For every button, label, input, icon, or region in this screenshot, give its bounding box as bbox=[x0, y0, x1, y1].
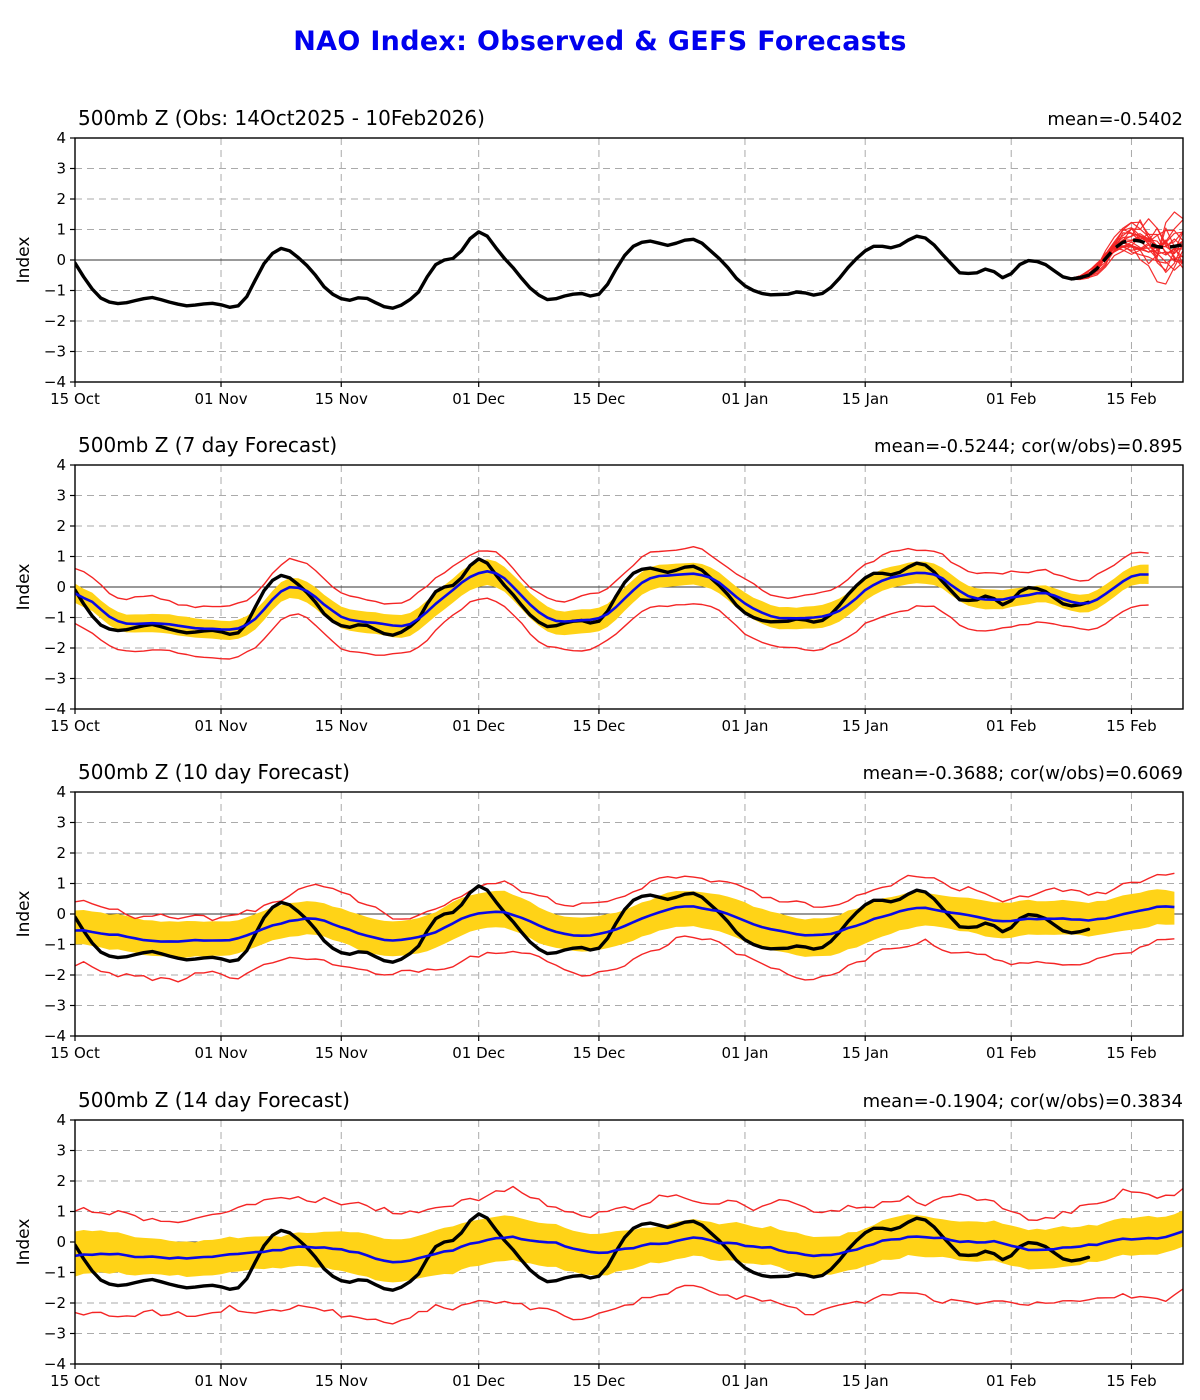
svg-text:15 Oct: 15 Oct bbox=[50, 390, 100, 408]
svg-text:−1: −1 bbox=[43, 608, 66, 627]
svg-text:15 Dec: 15 Dec bbox=[572, 1044, 626, 1062]
panel-14day-ylabel: Index bbox=[14, 1218, 34, 1266]
svg-text:−2: −2 bbox=[43, 1294, 66, 1312]
svg-text:01 Feb: 01 Feb bbox=[986, 717, 1037, 735]
svg-text:15 Oct: 15 Oct bbox=[50, 1372, 100, 1390]
svg-text:2: 2 bbox=[56, 1172, 66, 1190]
svg-text:3: 3 bbox=[56, 1141, 66, 1160]
series-panel-2 bbox=[66, 873, 1174, 982]
svg-text:4: 4 bbox=[56, 456, 66, 474]
svg-text:01 Dec: 01 Dec bbox=[452, 1044, 506, 1062]
panel-7day-mean: mean=-0.5244; cor(w/obs)=0.895 bbox=[874, 436, 1183, 457]
svg-text:15 Jan: 15 Jan bbox=[841, 1372, 889, 1390]
panel-7day-ylabel: Index bbox=[14, 563, 34, 611]
svg-text:15 Jan: 15 Jan bbox=[841, 717, 889, 735]
svg-text:−4: −4 bbox=[43, 1027, 66, 1045]
svg-text:01 Feb: 01 Feb bbox=[986, 390, 1037, 408]
svg-text:15 Nov: 15 Nov bbox=[314, 1372, 368, 1390]
svg-text:15 Oct: 15 Oct bbox=[50, 717, 100, 735]
svg-text:3: 3 bbox=[56, 813, 66, 832]
svg-text:2: 2 bbox=[56, 190, 66, 208]
svg-text:−3: −3 bbox=[43, 342, 66, 361]
panel-10day-title: 500mb Z (10 day Forecast) bbox=[78, 760, 350, 784]
panel-14day-mean: mean=-0.1904; cor(w/obs)=0.3834 bbox=[862, 1091, 1183, 1112]
svg-text:01 Dec: 01 Dec bbox=[452, 1372, 506, 1390]
svg-text:15 Jan: 15 Jan bbox=[841, 1044, 889, 1062]
svg-text:15 Feb: 15 Feb bbox=[1106, 717, 1157, 735]
svg-text:01 Feb: 01 Feb bbox=[986, 1372, 1037, 1390]
svg-text:−2: −2 bbox=[43, 639, 66, 657]
grid-panel-0 bbox=[75, 138, 1183, 382]
svg-text:01 Nov: 01 Nov bbox=[194, 717, 248, 735]
svg-text:4: 4 bbox=[56, 783, 66, 801]
svg-text:01 Jan: 01 Jan bbox=[721, 1372, 769, 1390]
svg-text:−3: −3 bbox=[43, 996, 66, 1015]
svg-text:1: 1 bbox=[56, 874, 66, 893]
svg-text:15 Nov: 15 Nov bbox=[314, 1044, 368, 1062]
svg-text:01 Nov: 01 Nov bbox=[194, 1044, 248, 1062]
svg-text:01 Jan: 01 Jan bbox=[721, 1044, 769, 1062]
svg-text:−1: −1 bbox=[43, 1263, 66, 1282]
svg-text:−4: −4 bbox=[43, 700, 66, 718]
svg-text:0: 0 bbox=[56, 905, 66, 923]
axes-panel-0 bbox=[44, 129, 1157, 408]
panel-10day-mean: mean=-0.3688; cor(w/obs)=0.6069 bbox=[862, 763, 1183, 784]
svg-text:−1: −1 bbox=[43, 281, 66, 300]
panel-10day-ylabel: Index bbox=[14, 890, 34, 938]
svg-text:2: 2 bbox=[56, 517, 66, 535]
svg-text:15 Nov: 15 Nov bbox=[314, 390, 368, 408]
svg-text:15 Oct: 15 Oct bbox=[50, 1044, 100, 1062]
panel-obs-ylabel: Index bbox=[14, 236, 34, 284]
svg-text:15 Dec: 15 Dec bbox=[572, 1372, 626, 1390]
panel-obs-title: 500mb Z (Obs: 14Oct2025 - 10Feb2026) bbox=[78, 106, 485, 130]
svg-text:15 Feb: 15 Feb bbox=[1106, 1044, 1157, 1062]
svg-text:1: 1 bbox=[56, 220, 66, 239]
svg-text:0: 0 bbox=[56, 578, 66, 596]
series-panel-1 bbox=[66, 547, 1148, 659]
svg-text:15 Nov: 15 Nov bbox=[314, 717, 368, 735]
svg-text:15 Dec: 15 Dec bbox=[572, 717, 626, 735]
svg-text:4: 4 bbox=[56, 1111, 66, 1129]
svg-text:15 Jan: 15 Jan bbox=[841, 390, 889, 408]
svg-text:3: 3 bbox=[56, 486, 66, 505]
svg-text:4: 4 bbox=[56, 129, 66, 147]
panel-obs-mean: mean=-0.5402 bbox=[1047, 109, 1183, 130]
svg-text:−4: −4 bbox=[43, 1355, 66, 1373]
svg-text:−2: −2 bbox=[43, 312, 66, 330]
svg-text:15 Feb: 15 Feb bbox=[1106, 1372, 1157, 1390]
panel-7day-title: 500mb Z (7 day Forecast) bbox=[78, 433, 338, 457]
svg-text:15 Feb: 15 Feb bbox=[1106, 390, 1157, 408]
svg-text:01 Nov: 01 Nov bbox=[194, 1372, 248, 1390]
svg-text:2: 2 bbox=[56, 844, 66, 862]
svg-text:01 Dec: 01 Dec bbox=[452, 390, 506, 408]
figure-title: NAO Index: Observed & GEFS Forecasts bbox=[293, 26, 907, 57]
svg-text:15 Dec: 15 Dec bbox=[572, 390, 626, 408]
svg-text:−3: −3 bbox=[43, 1324, 66, 1343]
svg-text:−4: −4 bbox=[43, 373, 66, 391]
svg-text:0: 0 bbox=[56, 251, 66, 269]
svg-text:1: 1 bbox=[56, 547, 66, 566]
svg-text:01 Nov: 01 Nov bbox=[194, 390, 248, 408]
panel-14day-title: 500mb Z (14 day Forecast) bbox=[78, 1088, 350, 1112]
svg-text:−2: −2 bbox=[43, 966, 66, 984]
svg-text:3: 3 bbox=[56, 159, 66, 178]
svg-text:01 Feb: 01 Feb bbox=[986, 1044, 1037, 1062]
svg-text:−3: −3 bbox=[43, 669, 66, 688]
svg-text:−1: −1 bbox=[43, 935, 66, 954]
svg-text:01 Jan: 01 Jan bbox=[721, 390, 769, 408]
svg-text:01 Jan: 01 Jan bbox=[721, 717, 769, 735]
svg-text:1: 1 bbox=[56, 1202, 66, 1221]
svg-text:0: 0 bbox=[56, 1233, 66, 1251]
svg-text:01 Dec: 01 Dec bbox=[452, 717, 506, 735]
